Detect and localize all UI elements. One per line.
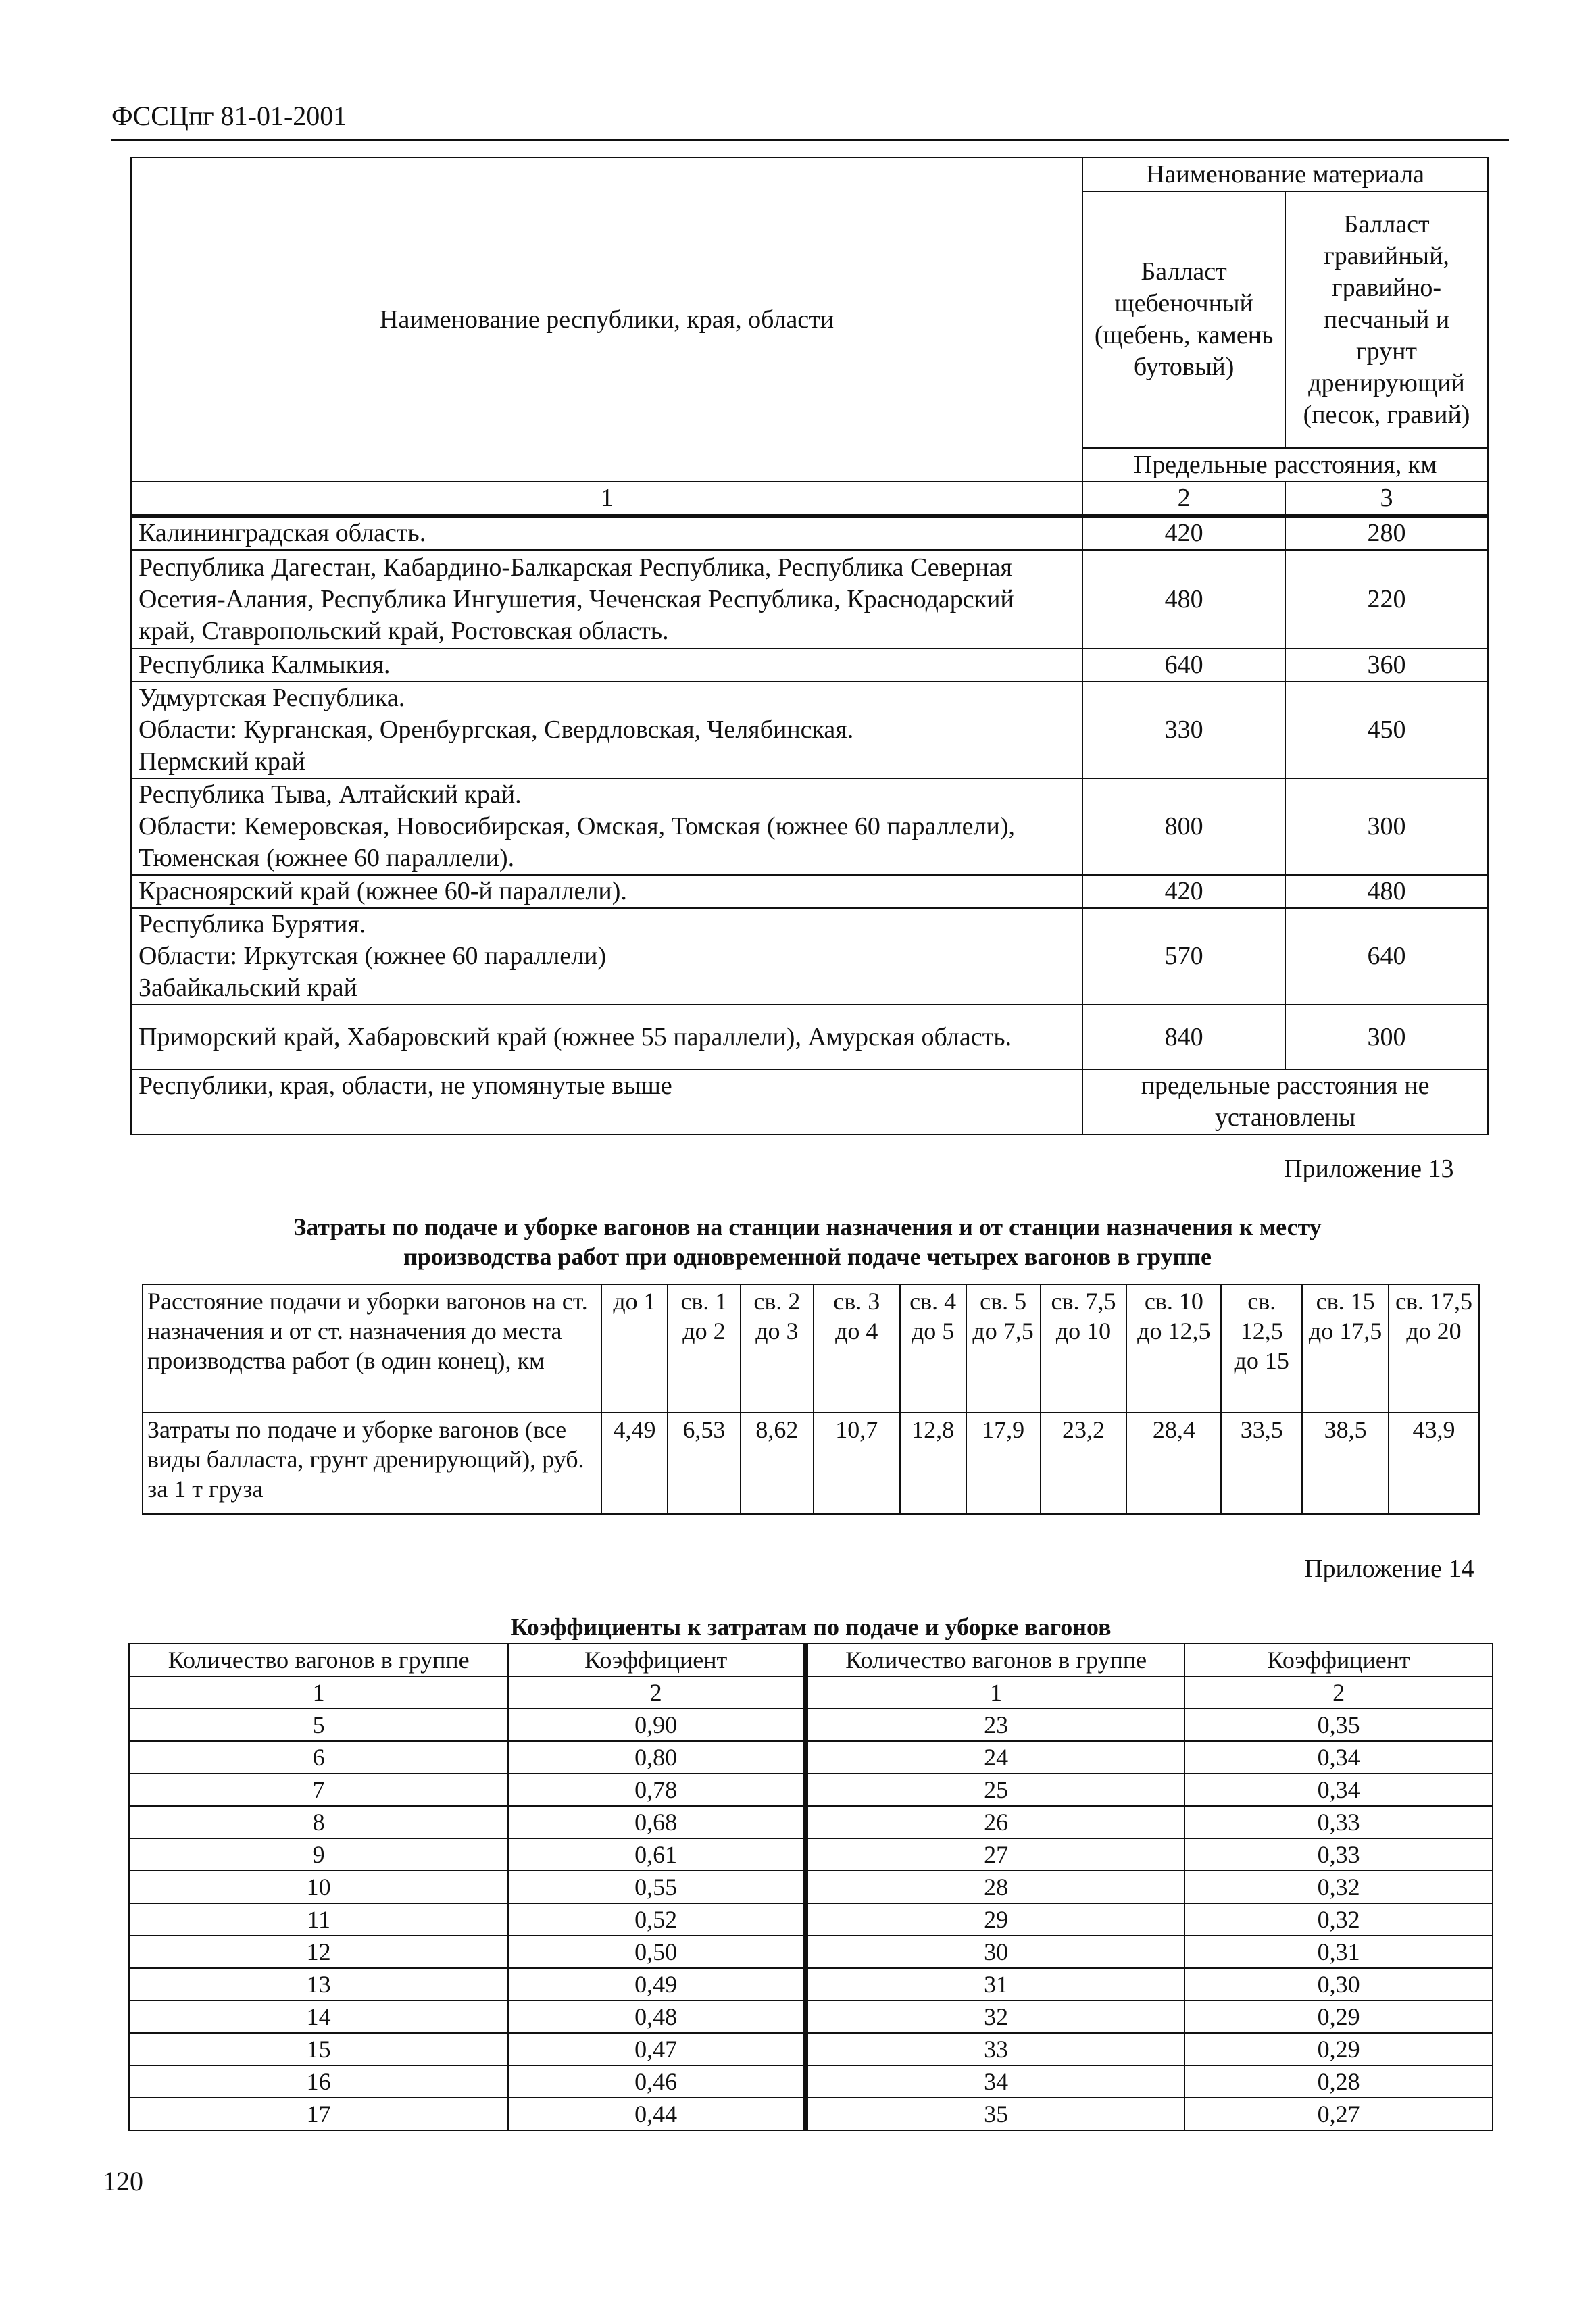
- appendix-13-title: [135, 1212, 1480, 1272]
- wagon-count-cell: 28: [805, 1871, 1184, 1903]
- column-number: 1: [131, 482, 1082, 516]
- wagon-count-cell: 9: [129, 1838, 508, 1871]
- column-header: Коэффициент: [508, 1644, 805, 1676]
- column-number: 1: [805, 1676, 1184, 1709]
- coefficient-cell: 0,80: [508, 1741, 805, 1774]
- document-code: ФССЦпг 81-01-2001: [111, 101, 347, 131]
- coefficient-cell: 0,50: [508, 1936, 805, 1968]
- appendix-13-title-line: Затраты по подаче и уборке вагонов на станции назначения и от станции назначения к месту: [293, 1213, 1322, 1240]
- table-row: [131, 1070, 1488, 1134]
- value-cell: 330: [1082, 682, 1285, 778]
- table-row: [131, 875, 1488, 908]
- coefficient-cell: 0,34: [1184, 1774, 1493, 1806]
- coefficient-cell: 0,28: [1184, 2065, 1493, 2098]
- coefficient-cell: 0,49: [508, 1968, 805, 2001]
- delivery-cost-table: [142, 1284, 1480, 1515]
- coefficient-cell: 0,33: [1184, 1838, 1493, 1871]
- wagon-count-cell: 33: [805, 2033, 1184, 2065]
- distance-cell: до 1: [601, 1284, 668, 1413]
- cost-cell: 23,2: [1041, 1413, 1127, 1514]
- wagon-count-cell: 8: [129, 1806, 508, 1838]
- region-cell: Республика Бурятия. Области: Иркутская (южнее 60 параллели) Забайкальский край: [131, 908, 1082, 1005]
- coefficient-cell: 0,55: [508, 1871, 805, 1903]
- value-cell: 480: [1285, 875, 1488, 908]
- coefficient-cell: 0,47: [508, 2033, 805, 2065]
- column-header: Коэффициент: [1184, 1644, 1493, 1676]
- region-cell: Красноярский край (южнее 60-й параллели).: [131, 875, 1082, 908]
- header-rule: [111, 139, 1509, 141]
- value-cell: 840: [1082, 1005, 1285, 1070]
- wagon-count-cell: 5: [129, 1709, 508, 1741]
- table-row: [129, 1968, 1493, 2001]
- coefficient-cell: 0,32: [1184, 1871, 1493, 1903]
- cost-cell: 28,4: [1126, 1413, 1221, 1514]
- table-row: [129, 1903, 1493, 1936]
- table-row: [129, 1774, 1493, 1806]
- cost-cell: 8,62: [741, 1413, 814, 1514]
- cost-cell: 17,9: [966, 1413, 1041, 1514]
- cost-cell: 4,49: [601, 1413, 668, 1514]
- table-row: [129, 2065, 1493, 2098]
- wagon-count-cell: 26: [805, 1806, 1184, 1838]
- table-row: [129, 1709, 1493, 1741]
- column-number: 2: [1082, 482, 1285, 516]
- region-cell: Калининградская область.: [131, 516, 1082, 551]
- coefficient-cell: 0,27: [1184, 2098, 1493, 2130]
- region-column-header: Наименование республики, края, области: [131, 157, 1082, 482]
- column-number: 1: [129, 1676, 508, 1709]
- no-limit-note: предельные расстояния не установлены: [1082, 1070, 1488, 1134]
- distance-cell: св. 15 до 17,5: [1302, 1284, 1389, 1413]
- value-cell: 420: [1082, 875, 1285, 908]
- wagon-count-cell: 32: [805, 2001, 1184, 2033]
- wagon-count-cell: 27: [805, 1838, 1184, 1871]
- distance-cell: св. 10 до 12,5: [1126, 1284, 1221, 1413]
- coefficient-cell: 0,44: [508, 2098, 805, 2130]
- value-cell: 300: [1285, 778, 1488, 875]
- value-cell: 220: [1285, 550, 1488, 649]
- appendix-13-label: Приложение 13: [1284, 1155, 1454, 1183]
- coefficient-cell: 0,48: [508, 2001, 805, 2033]
- cost-cell: 6,53: [668, 1413, 741, 1514]
- region-cell: Республики, края, области, не упомянутые выше: [131, 1070, 1082, 1134]
- distance-cell: св. 12,5 до 15: [1221, 1284, 1302, 1413]
- coefficient-cell: 0,32: [1184, 1903, 1493, 1936]
- coefficient-cell: 0,33: [1184, 1806, 1493, 1838]
- cost-label: Затраты по подаче и уборке вагонов (все виды балласта, грунт дренирующий), руб. за 1 т груза: [143, 1413, 601, 1514]
- value-cell: 480: [1082, 550, 1285, 649]
- coefficient-cell: 0,52: [508, 1903, 805, 1936]
- value-cell: 800: [1082, 778, 1285, 875]
- coefficient-cell: 0,68: [508, 1806, 805, 1838]
- wagon-count-cell: 24: [805, 1741, 1184, 1774]
- value-cell: 570: [1082, 908, 1285, 1005]
- region-cell: Республика Дагестан, Кабардино-Балкарская Республика, Республика Северная Осетия-Алания, Республика Ингушетия, Чеченская Республика, Краснодарский край, Ставропольский край, Ростовская область.: [131, 550, 1082, 649]
- wagon-count-cell: 29: [805, 1903, 1184, 1936]
- coefficient-cell: 0,29: [1184, 2001, 1493, 2033]
- column-header: Количество вагонов в группе: [805, 1644, 1184, 1676]
- table-row: [131, 908, 1488, 1005]
- appendix-13-title-line: производства работ при одновременной подаче четырех вагонов в группе: [403, 1243, 1212, 1270]
- column-number: 3: [1285, 482, 1488, 516]
- value-cell: 420: [1082, 516, 1285, 551]
- coefficient-cell: 0,78: [508, 1774, 805, 1806]
- wagon-count-cell: 6: [129, 1741, 508, 1774]
- wagon-count-cell: 30: [805, 1936, 1184, 1968]
- column-header: Количество вагонов в группе: [129, 1644, 508, 1676]
- cost-cell: 33,5: [1221, 1413, 1302, 1514]
- page-number: 120: [103, 2166, 143, 2196]
- table-row: [131, 778, 1488, 875]
- cost-cell: 38,5: [1302, 1413, 1389, 1514]
- cost-cell: 12,8: [900, 1413, 966, 1514]
- crushed-ballast-header: Балласт щебеночный (щебень, камень бутовый): [1082, 191, 1285, 448]
- region-cell: Приморский край, Хабаровский край (южнее 55 параллели), Амурская область.: [131, 1005, 1082, 1070]
- gravel-ballast-header: Балласт гравийный, гравийно-песчаный и грунт дренирующий (песок, гравий): [1285, 191, 1488, 448]
- value-cell: 640: [1285, 908, 1488, 1005]
- coefficient-cell: 0,30: [1184, 1968, 1493, 2001]
- table-row: [129, 2001, 1493, 2033]
- distance-cell: св. 2 до 3: [741, 1284, 814, 1413]
- value-cell: 280: [1285, 516, 1488, 551]
- wagon-count-cell: 15: [129, 2033, 508, 2065]
- wagon-count-cell: 16: [129, 2065, 508, 2098]
- table-row: [129, 1936, 1493, 1968]
- distance-label: Расстояние подачи и уборки вагонов на ст. назначения и от ст. назначения до места производства работ (в один конец), км: [143, 1284, 601, 1413]
- table-row: [129, 1806, 1493, 1838]
- wagon-count-cell: 12: [129, 1936, 508, 1968]
- coefficient-cell: 0,29: [1184, 2033, 1493, 2065]
- table-row: [129, 1741, 1493, 1774]
- distance-cell: св. 5 до 7,5: [966, 1284, 1041, 1413]
- wagon-count-cell: 35: [805, 2098, 1184, 2130]
- distance-cell: св. 1 до 2: [668, 1284, 741, 1413]
- table-row: [129, 2033, 1493, 2065]
- cost-cell: 10,7: [814, 1413, 900, 1514]
- table-row: [131, 649, 1488, 682]
- coefficients-table: [128, 1643, 1493, 2131]
- coefficient-cell: 0,34: [1184, 1741, 1493, 1774]
- region-cell: Удмуртская Республика. Области: Курганская, Оренбургская, Свердловская, Челябинская. Пермский край: [131, 682, 1082, 778]
- wagon-count-cell: 17: [129, 2098, 508, 2130]
- value-cell: 450: [1285, 682, 1488, 778]
- distance-cell: св. 17,5 до 20: [1389, 1284, 1479, 1413]
- table-row: [129, 2098, 1493, 2130]
- distance-cell: св. 3 до 4: [814, 1284, 900, 1413]
- coefficient-cell: 0,35: [1184, 1709, 1493, 1741]
- table-row: [129, 1838, 1493, 1871]
- value-cell: 640: [1082, 649, 1285, 682]
- appendix-14-label: Приложение 14: [1304, 1555, 1474, 1583]
- coefficients-body: [129, 1709, 1493, 2130]
- distance-limits-table: [130, 157, 1489, 1135]
- table-row: [129, 1871, 1493, 1903]
- wagon-count-cell: 14: [129, 2001, 508, 2033]
- coefficient-cell: 0,31: [1184, 1936, 1493, 1968]
- region-cell: Республика Калмыкия.: [131, 649, 1082, 682]
- wagon-count-cell: 25: [805, 1774, 1184, 1806]
- wagon-count-cell: 10: [129, 1871, 508, 1903]
- table-row: [131, 682, 1488, 778]
- table-row: [131, 516, 1488, 551]
- coefficient-cell: 0,46: [508, 2065, 805, 2098]
- material-header: Наименование материала: [1082, 157, 1488, 191]
- wagon-count-cell: 31: [805, 1968, 1184, 2001]
- table-row: [131, 550, 1488, 649]
- wagon-count-cell: 11: [129, 1903, 508, 1936]
- appendix-14-title: Коэффициенты к затратам по подаче и уборке вагонов: [510, 1613, 1112, 1640]
- coefficient-cell: 0,61: [508, 1838, 805, 1871]
- wagon-count-cell: 23: [805, 1709, 1184, 1741]
- distance-cell: св. 4 до 5: [900, 1284, 966, 1413]
- wagon-count-cell: 13: [129, 1968, 508, 2001]
- value-cell: 300: [1285, 1005, 1488, 1070]
- table-row: [131, 1005, 1488, 1070]
- column-number: 2: [1184, 1676, 1493, 1709]
- region-cell: Республика Тыва, Алтайский край. Области: Кемеровская, Новосибирская, Омская, Томская (южнее 60 параллели), Тюменская (южнее 60 параллели).: [131, 778, 1082, 875]
- cost-cell: 43,9: [1389, 1413, 1479, 1514]
- value-cell: 360: [1285, 649, 1488, 682]
- limit-distance-header: Предельные расстояния, км: [1082, 448, 1488, 482]
- wagon-count-cell: 34: [805, 2065, 1184, 2098]
- coefficient-cell: 0,90: [508, 1709, 805, 1741]
- distance-cell: св. 7,5 до 10: [1041, 1284, 1127, 1413]
- wagon-count-cell: 7: [129, 1774, 508, 1806]
- column-number: 2: [508, 1676, 805, 1709]
